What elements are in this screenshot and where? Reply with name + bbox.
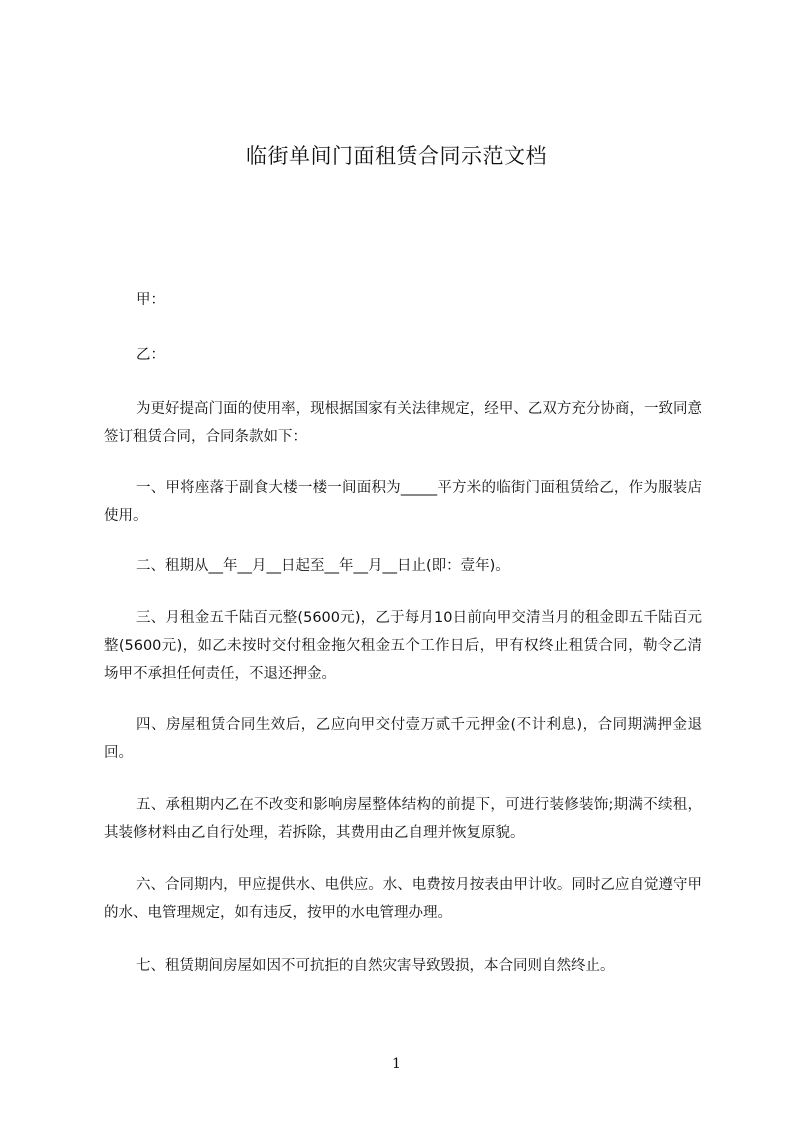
clause-3: 三、月租金五千陆百元整(5600元)，乙于每月10日前向甲交清当月的租金即五千陆百元整(5600元)，如乙未按时交付租金拖欠租金五个工作日后，甲有权终止租赁合同，勒令乙清场甲不承担任何责任，不退还押金。	[104, 610, 702, 682]
page-number: 1	[392, 1056, 401, 1072]
party-a-line: 甲：	[136, 292, 165, 308]
clause-5: 五、承租期内乙在不改变和影响房屋整体结构的前提下，可进行装修装饰;期满不续租，其装修材料由乙自行处理，若拆除，其费用由乙自理并恢复原貌。	[104, 797, 702, 841]
party-b-line: 乙：	[136, 347, 165, 363]
clause-7: 七、租赁期间房屋如因不可抗拒的自然灾害导致毁损，本合同则自然终止。	[136, 958, 615, 974]
clause-4: 四、房屋租赁合同生效后，乙应向甲交付壹万贰千元押金(不计利息)，合同期满押金退回。	[104, 717, 702, 761]
clause-1: 一、甲将座落于副食大楼一楼一间面积为_____平方米的临街门面租赁给乙，作为服装店使用。	[104, 480, 702, 524]
document-title: 临街单间门面租赁合同示范文档	[246, 144, 547, 168]
clause-2: 二、租期从__年__月__日起至__年__月__日止(即：壹年)。	[136, 558, 510, 574]
clause-6: 六、合同期内，甲应提供水、电供应。水、电费按月按表由甲计收。同时乙应自觉遵守甲的水、电管理规定，如有违反，按甲的水电管理办理。	[104, 877, 702, 921]
intro-paragraph: 为更好提高门面的使用率，现根据国家有关法律规定，经甲、乙双方充分协商，一致同意签订租赁合同，合同条款如下：	[104, 401, 702, 445]
